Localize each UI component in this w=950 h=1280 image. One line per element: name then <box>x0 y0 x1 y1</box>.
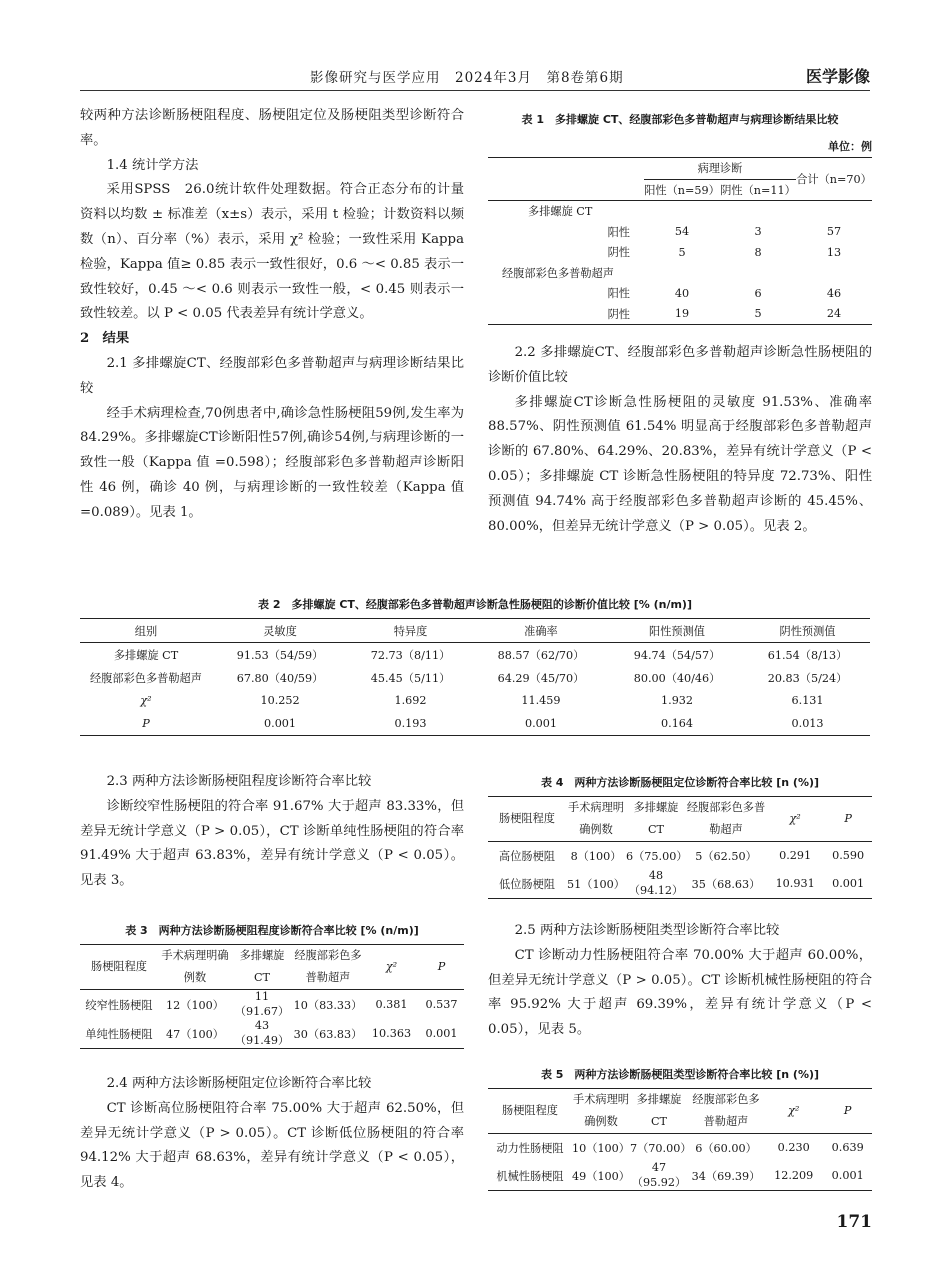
section-brand: 医学影像 <box>805 67 870 86</box>
paragraph-2-3: 诊断绞窄性肠梗阻的符合率 91.67% 大于超声 83.33%，但差异无统计学意义（P > 0.05），CT 诊断单纯性肠梗阻的符合率 91.49% 大于超声 63.83%，差异有统计学意义（P < 0.05）。见表 3。 <box>80 798 464 889</box>
journal-title: 影像研究与医学应用 2024年3月 第8卷第6期 <box>310 70 624 86</box>
table-row: 高位肠梗阻 8（100） 6（75.00） 5（62.50） 0.291 0.590 <box>499 849 865 863</box>
table-5-grid: 肠梗阻程度 手术病理明确例数 多排螺旋CT 经腹部彩色多普勒超声 χ² P 动力性肠梗阻 10（100） 7（70.00） 6（60.00） 0.230 0.639 机械性肠梗阻 49（100） 47（95.92） 34（69.39） 12.209 0.001 <box>488 1088 872 1191</box>
paragraph-intro: 较两种方法诊断肠梗阻程度、肠梗阻定位及肠梗阻类型诊断符合率。 <box>80 108 464 148</box>
table-row: 单纯性肠梗阻 47（100） 43（91.49） 30（63.83） 10.363 0.001 <box>85 1019 458 1047</box>
left-column-bottom <box>80 1072 464 1196</box>
table-3-grid: 肠梗阻程度 手术病理明确例数 多排螺旋CT 经腹部彩色多普勒超声 χ² P 绞窄性肠梗阻 12（100） 11（91.67） 10（83.33） 0.381 0.537 单纯性肠梗阻 47（100） 43（91.49） 30（63.83） 10.363 0.001 <box>80 944 464 1049</box>
paragraph-2-1: 经手术病理检查,70例患者中,确诊急性肠梗阻59例,发生率为84.29%。多排螺旋CT诊断阳性57例,确诊54例,与病理诊断的一致性一般（Kappa 值 =0.598）；经腹部彩色多普勒超声诊断阳性 46 例，确诊 40 例，与病理诊断的一致性较差（Kappa 值 =0.089）。见表 1。 <box>80 405 464 520</box>
heading-2-1: 2.1 多排螺旋CT、经腹部彩色多普勒超声与病理诊断结果比较 <box>80 355 464 396</box>
table-row: 阳性 40 6 46 <box>607 286 842 301</box>
table-row: 低位肠梗阻 51（100） 48（94.12） 35（68.63） 10.931 0.001 <box>499 869 865 897</box>
table-1-grid <box>488 157 872 325</box>
table-2-grid: 组别 灵敏度 特异度 准确率 阳性预测值 阴性预测值 多排螺旋 CT 91.53（54/59） 72.73（8/11） 88.57（62/70） 94.74（54/57） 61.54（8/13） 经腹部彩色多普勒超声 67.80（40/59） 45.45（5/11） 64.29（45/70） 80.00（40/46） 20.83（5/24） χ² 10.252 1.692 11.459 1.932 6.131 P 0.001 0.193 0.001 0.164 0.013 <box>80 618 870 736</box>
paragraph-stats: 采用SPSS 26.0统计软件处理数据。符合正态分布的计量资料以均数 ± 标准差（x±s）表示，采用 t 检验；计数资料以频数（n）、百分率（%）表示，采用 χ² 检验；一致性采用 Kappa 检验，Kappa 值≥ 0.85 表示一致性很好，0.6 ～< 0.85 表示一致性较好，0.45 ～< 0.6 则表示一致性一般，< 0.45 则表示一致性较差。以 P < 0.05 代表差异有统计学意义。 <box>80 182 464 322</box>
right-column-upper <box>488 341 872 539</box>
table-1-caption: 表 1 多排螺旋 CT、经腹部彩色多普勒超声与病理诊断结果比较 <box>521 113 839 126</box>
table-1-header-path: 病理诊断 <box>644 158 796 180</box>
table-1-group-ct: 多排螺旋 CT <box>528 205 593 219</box>
table-row: 机械性肠梗阻 49（100） 47（95.92） 34（69.39） 12.209 0.001 <box>496 1161 864 1189</box>
heading-2-3: 2.3 两种方法诊断肠梗阻程度诊断符合率比较 <box>106 774 372 789</box>
table-row: P 0.001 0.193 0.001 0.164 0.013 <box>142 717 824 730</box>
table-row: 阴性 5 8 13 <box>607 245 842 260</box>
table-2-caption: 表 2 多排螺旋 CT、经腹部彩色多普勒超声诊断急性肠梗阻的诊断价值比较 [% (n/m)] <box>258 598 692 611</box>
table-row: 阳性 54 3 57 <box>607 225 842 239</box>
table-row: χ² 10.252 1.692 11.459 1.932 6.131 <box>140 694 824 707</box>
table-row: 经腹部彩色多普勒超声 67.80（40/59） 45.45（5/11） 64.29（45/70） 80.00（40/46） 20.83（5/24） <box>90 671 848 685</box>
table-5 <box>488 1066 872 1191</box>
left-column <box>80 104 464 526</box>
page-number: 171 <box>836 1212 872 1232</box>
table-2 <box>80 596 870 736</box>
table-3 <box>80 922 464 1049</box>
table-4 <box>488 774 872 899</box>
table-row: 动力性肠梗阻 10（100） 7（70.00） 6（60.00） 0.230 0.639 <box>496 1141 864 1155</box>
paragraph-2-2: 多排螺旋CT诊断急性肠梗阻的灵敏度 91.53%、准确率 88.57%、阴性预测值 61.54% 明显高于经腹部彩色多普勒超声诊断的 67.80%、64.29%、20.83%，差异有统计学意义（P < 0.05）；多排螺旋 CT 诊断急性肠梗阻的特异度 72.73%、阳性预测值 94.74% 高于经腹部彩色多普勒超声诊断的 45.45%、80.00%，但差异无统计学意义（P > 0.05）。见表 2。 <box>488 394 872 534</box>
heading-2: 2 结果 <box>80 331 130 347</box>
running-header <box>80 64 870 91</box>
table-1-header-pos: 阳性（n=59） <box>644 183 720 197</box>
table-4-caption: 表 4 两种方法诊断肠梗阻定位诊断符合率比较 [n (%)] <box>540 776 820 789</box>
heading-1-4: 1.4 统计学方法 <box>106 157 199 173</box>
paragraph-2-4: CT 诊断高位肠梗阻符合率 75.00% 大于超声 62.50%，但差异无统计学意义（P > 0.05）。CT 诊断低位肠梗阻的符合率 94.12% 大于超声 68.63%，差异有统计学意义（P < 0.05），见表 4。 <box>80 1100 464 1191</box>
table-3-caption: 表 3 两种方法诊断肠梗阻程度诊断符合率比较 [% (n/m)] <box>125 924 419 937</box>
table-1-group-us: 经腹部彩色多普勒超声 <box>502 266 614 280</box>
heading-2-4: 2.4 两种方法诊断肠梗阻定位诊断符合率比较 <box>106 1076 372 1091</box>
right-column-lower <box>488 919 872 1043</box>
left-column-lower <box>80 770 464 894</box>
table-4-grid: 肠梗阻程度 手术病理明确例数 多排螺旋CT 经腹部彩色多普勒超声 χ² P 高位肠梗阻 8（100） 6（75.00） 5（62.50） 0.291 0.590 低位肠梗阻 51（100） 48（94.12） 35（68.63） 10.931 0.001 <box>488 796 872 899</box>
paragraph-2-5: CT 诊断动力性肠梗阻符合率 70.00% 大于超声 60.00%，但差异无统计学意义（P > 0.05）。CT 诊断机械性肠梗阻的符合率 95.92% 大于超声 69.39%，差异有统计学意义（P < 0.05），见表 5。 <box>488 947 872 1038</box>
table-1-unit: 单位：例 <box>828 140 872 153</box>
table-1 <box>488 111 872 325</box>
table-row: 阴性 19 5 24 <box>607 307 842 321</box>
table-1-header-total: 合计（n=70） <box>796 173 872 186</box>
table-row: 多排螺旋 CT 91.53（54/59） 72.73（8/11） 88.57（62/70） 94.74（54/57） 61.54（8/13） <box>113 648 848 662</box>
table-row: 绞窄性肠梗阻 12（100） 11（91.67） 10（83.33） 0.381 0.537 <box>85 990 458 1018</box>
heading-2-5: 2.5 两种方法诊断肠梗阻类型诊断符合率比较 <box>514 923 780 938</box>
heading-2-2: 2.2 多排螺旋CT、经腹部彩色多普勒超声诊断急性肠梗阻的诊断价值比较 <box>488 345 872 385</box>
table-5-caption: 表 5 两种方法诊断肠梗阻类型诊断符合率比较 [n (%)] <box>540 1068 820 1081</box>
table-1-header-neg: 阴性（n=11） <box>720 183 796 197</box>
